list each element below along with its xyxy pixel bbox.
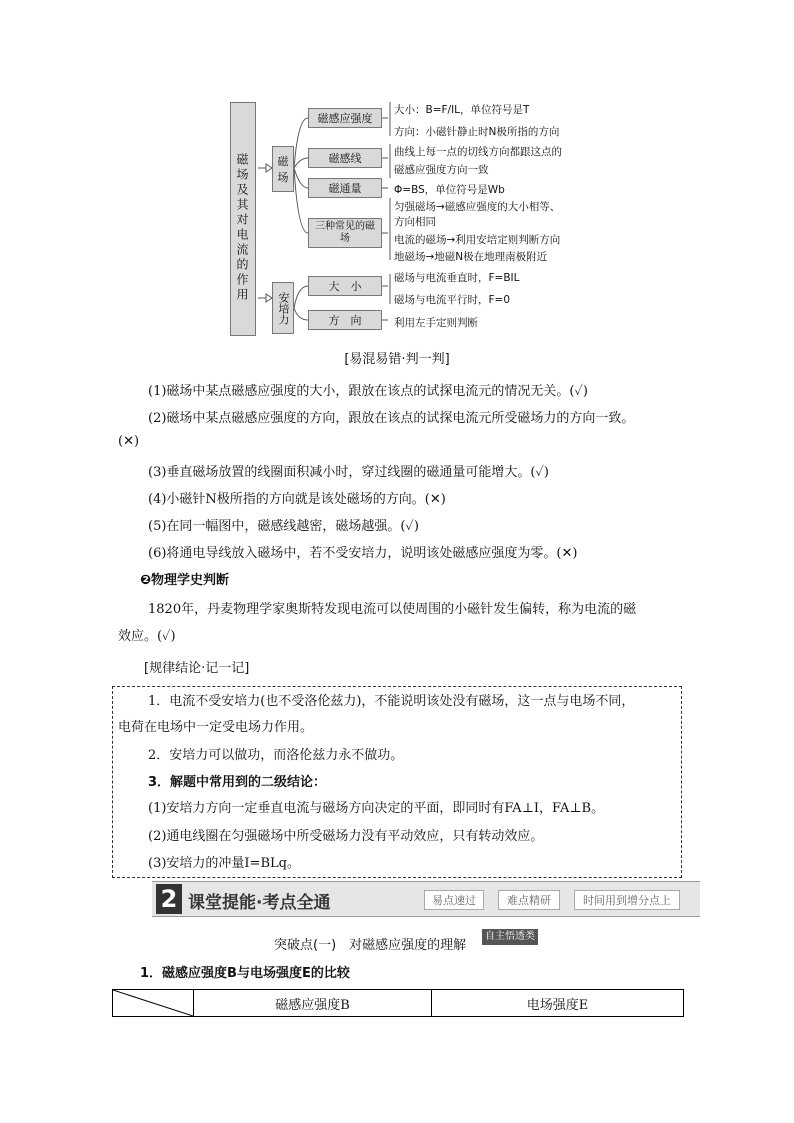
node-size: 大 小 [308,276,382,296]
judge-item-2: (2)磁场中某点磁感应强度的方向，跟放在该点的试探电流元所受磁场力的方向一致。 [148,411,635,426]
rule-3-1: (1)安培力方向一定垂直电流与磁场方向决定的平面，即同时有FA⊥I，FA⊥B。 [148,801,605,816]
note-earth-field: 地磁场→地磁N极在地理南极附近 [394,251,548,263]
note-parallel: 磁场与电流平行时，F=0 [394,294,511,306]
section-banner [152,881,700,917]
rule-3-2: (2)通电线圈在匀强磁场中所受磁场力没有平动效应，只有转动效应。 [148,829,544,844]
node-field-lines: 磁感线 [308,148,382,168]
judge-item-1: (1)磁场中某点磁感应强度的大小，跟放在该点的试探电流元的情况无关。(✓) [148,384,588,399]
section-judge-title: [易混易错·判一判] [344,352,450,367]
node-direction: 方 向 [308,310,382,330]
rule-2: 2．安培力可以做功，而洛伦兹力永不做功。 [148,748,404,763]
note-induction-direction: 方向：小磁针静止时N极所指的方向 [394,126,560,138]
note-uniform-2: 方向相同 [394,216,436,228]
note-left-hand-rule: 利用左手定则判断 [394,317,478,329]
judge-item-5: (5)在同一幅图中，磁感线越密，磁场越强。(✓) [148,519,419,534]
node-induction: 磁感应强度 [308,108,382,128]
branch-magnetic-field: 磁场 [272,146,294,192]
judge-item-4: (4)小磁针N极所指的方向就是该处磁场的方向。(✕) [148,492,446,507]
judge-item-3: (3)垂直磁场放置的线圈面积减小时，穿过线圈的磁通量可能增大。(✓) [148,465,549,480]
node-flux: 磁通量 [308,178,382,198]
banner-button-easy[interactable]: 易点速过 [424,890,484,910]
comparison-table [112,989,684,1017]
history-text-2: 效应。(✓) [118,629,176,644]
concept-map [228,98,608,338]
note-uniform-1: 匀强磁场→磁感应强度的大小相等、 [394,201,561,213]
branch-ampere-force: 安培力 [272,282,294,334]
history-title: ❷物理学史判断 [140,573,230,588]
note-lines-1: 曲线上每一点的切线方向都跟这点的 [394,146,562,158]
note-lines-2: 磁感应强度方向一致 [394,164,489,176]
rule-1-cont: 电荷在电场中一定受电场力作用。 [118,720,314,735]
rule-1: 1．电流不受安培力(也不受洛伦兹力)，不能说明该处没有磁场，这一点与电场不同， [148,694,635,709]
note-induction-size: 大小：B=F/IL，单位符号是T [394,104,530,116]
note-perpendicular: 磁场与电流垂直时，F=BIL [394,272,520,284]
judge-item-6: (6)将通电导线放入磁场中，若不受安培力，说明该处磁感应强度为零。(✕) [148,546,578,561]
rule-3-3: (3)安培力的冲量I=BLq。 [148,856,300,871]
banner-title: 课堂提能·考点全通 [188,893,331,913]
note-flux: Φ=BS，单位符号是Wb [394,184,505,196]
history-text-1: 1820年，丹麦物理学家奥斯特发现电流可以使周围的小磁针发生偏转，称为电流的磁 [148,602,637,617]
node-three-fields: 三种常见的磁场 [308,218,382,248]
section-rules-title: [规律结论·记一记] [144,661,250,676]
judge-item-2-answer: (✕) [118,434,140,449]
compare-title: 1．磁感应强度B与电场强度E的比较 [140,966,350,981]
breakthrough-tag: 自主悟透类 [482,929,538,945]
banner-button-time[interactable]: 时间用到增分点上 [574,890,680,910]
banner-number-badge: 2 [156,884,182,914]
map-root: 磁场及其对电流的作用 [230,102,256,336]
rule-3: 3．解题中常用到的二级结论： [148,775,327,790]
banner-button-hard[interactable]: 难点精研 [498,890,560,910]
table-header-b: 磁感应强度B [275,998,350,1013]
table-diagonal [113,990,193,1016]
note-current-field: 电流的磁场→利用安培定则判断方向 [394,234,561,246]
breakthrough-title: 突破点(一) 对磁感应强度的理解 [274,938,467,953]
table-header-e: 电场强度E [526,998,589,1013]
